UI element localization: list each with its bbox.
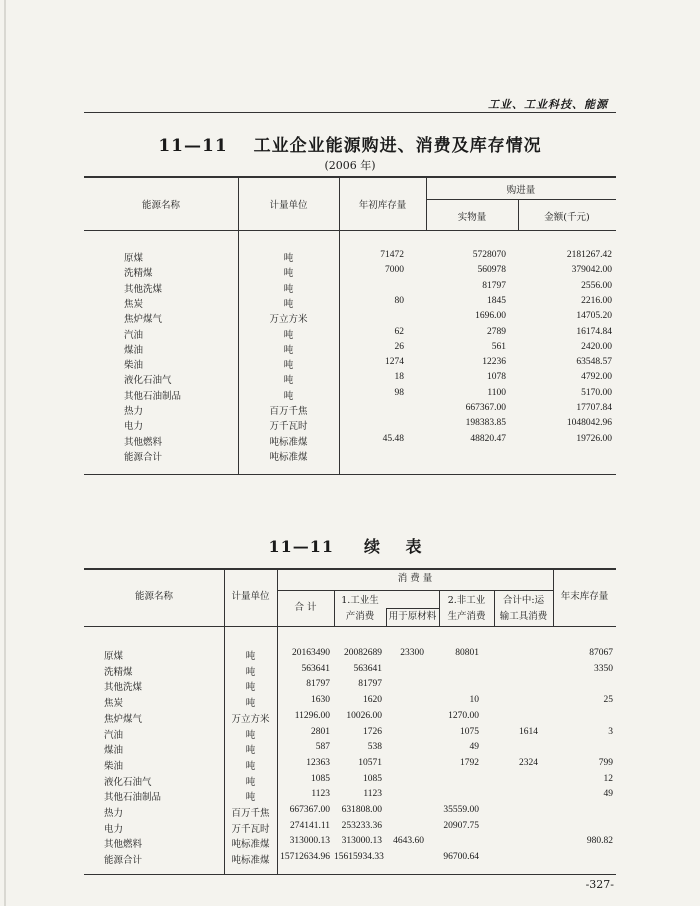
t2-header-industrial-2: 产消费 xyxy=(345,611,375,622)
table1-number: 11—11 xyxy=(158,136,228,156)
unit: 百万千焦 xyxy=(269,406,308,417)
t2-header-consumption: 消 费 量 xyxy=(397,573,433,584)
unit: 吨标准煤 xyxy=(231,839,270,851)
total-value: 1085 xyxy=(311,773,330,784)
total-value: 15712634.96 xyxy=(280,852,330,863)
unit: 吨 xyxy=(283,344,294,356)
table1-header-rule xyxy=(84,230,616,231)
energy-name: 洗精煤 xyxy=(124,268,153,280)
energy-name: 其他石油制品 xyxy=(124,390,182,402)
total-value: 11296.00 xyxy=(294,710,330,721)
unit: 吨 xyxy=(245,792,256,804)
total-value: 20163490 xyxy=(292,648,330,658)
energy-name: 焦炭 xyxy=(104,698,124,710)
closing-stock-value: 87067 xyxy=(589,648,613,658)
closing-stock-value: 12 xyxy=(603,773,613,784)
energy-name: 热力 xyxy=(124,406,144,417)
closing-stock-value: 25 xyxy=(603,695,613,706)
industrial-value: 10571 xyxy=(358,757,382,768)
amount-value: 16174.84 xyxy=(576,326,612,337)
unit: 吨 xyxy=(283,329,294,341)
physical-value: 1100 xyxy=(487,387,506,398)
table2-title-text: 续 表 xyxy=(363,537,432,556)
t2-header-closing-stock: 年末库存量 xyxy=(560,591,609,602)
unit: 万立方米 xyxy=(231,713,270,725)
non-industrial-value: 80801 xyxy=(455,648,479,658)
industrial-value: 313000.13 xyxy=(341,836,382,847)
total-value: 2801 xyxy=(311,726,330,737)
unit: 吨 xyxy=(283,360,294,372)
unit: 吨 xyxy=(245,729,256,741)
unit: 吨 xyxy=(283,253,294,264)
table2 xyxy=(84,568,616,876)
unit: 吨 xyxy=(245,760,256,772)
total-value: 563641 xyxy=(301,663,330,674)
non-industrial-value: 96700.64 xyxy=(443,852,479,863)
header-opening-stock: 年初库存量 xyxy=(358,200,407,211)
table2-bottom-rule xyxy=(84,874,616,875)
header-rule xyxy=(84,112,616,113)
energy-name: 原煤 xyxy=(124,253,144,264)
energy-name: 能源合计 xyxy=(124,451,163,463)
unit: 吨 xyxy=(245,745,256,757)
physical-value: 1845 xyxy=(487,295,506,306)
energy-name: 原煤 xyxy=(104,651,124,662)
total-value: 313000.13 xyxy=(289,836,330,847)
table1-top-rule xyxy=(84,176,616,178)
non-industrial-value: 1075 xyxy=(460,726,479,737)
table2-top-rule xyxy=(84,568,616,570)
energy-name: 洗精煤 xyxy=(104,666,133,678)
unit: 吨 xyxy=(283,298,294,310)
t2-header-total: 合 计 xyxy=(294,602,317,613)
non-industrial-value: 20907.75 xyxy=(443,820,479,831)
industrial-value: 631808.00 xyxy=(341,805,382,815)
unit: 吨 xyxy=(283,375,294,387)
unit: 万千瓦时 xyxy=(231,823,270,835)
raw-material-value: 23300 xyxy=(400,648,424,658)
energy-name: 柴油 xyxy=(124,360,144,372)
header-amount: 金额(千元) xyxy=(544,212,590,223)
energy-name: 其他燃料 xyxy=(124,436,163,448)
t2-header-transport-2: 输工具消费 xyxy=(499,611,548,622)
table2-consumption-rule xyxy=(277,590,553,591)
table2-number: 11—11 xyxy=(268,537,334,556)
energy-name: 柴油 xyxy=(104,760,124,772)
amount-value: 1048042.96 xyxy=(566,418,612,429)
t2-header-industrial-1: 1.工业生 xyxy=(341,595,379,606)
table2-raw-rule xyxy=(386,608,439,609)
energy-name: 能源合计 xyxy=(104,855,143,867)
physical-value: 12236 xyxy=(482,357,506,368)
physical-value: 198383.85 xyxy=(465,418,506,429)
industrial-value: 563641 xyxy=(353,663,382,674)
energy-name: 焦炭 xyxy=(124,298,144,310)
energy-name: 煤油 xyxy=(104,745,124,757)
opening-stock-value: 26 xyxy=(394,341,404,352)
closing-stock-value: 980.82 xyxy=(586,836,613,847)
industrial-value: 1620 xyxy=(363,695,382,706)
table2-title xyxy=(0,534,700,557)
physical-value: 48820.47 xyxy=(470,433,506,444)
energy-name: 其他石油制品 xyxy=(104,792,162,804)
header-unit: 计量单位 xyxy=(269,200,308,211)
industrial-value: 15615934.33 xyxy=(334,852,384,863)
amount-value: 2556.00 xyxy=(581,280,612,291)
energy-name: 电力 xyxy=(104,823,124,835)
closing-stock-value: 799 xyxy=(598,757,613,768)
table1-divider-2 xyxy=(339,176,340,474)
total-value: 1630 xyxy=(311,695,330,706)
table1-year: (2006 年) xyxy=(324,159,376,172)
amount-value: 2216.00 xyxy=(581,295,612,306)
total-value: 81797 xyxy=(306,679,330,690)
unit: 吨 xyxy=(245,651,256,662)
opening-stock-value: 62 xyxy=(394,326,404,337)
unit: 吨 xyxy=(245,698,256,710)
header-purchase: 购进量 xyxy=(506,185,536,196)
amount-value: 2420.00 xyxy=(581,341,612,352)
t2-header-raw-material: 用于原材料 xyxy=(388,611,437,622)
physical-value: 81797 xyxy=(482,280,506,291)
table1 xyxy=(84,176,616,476)
t2-header-energy-name: 能源名称 xyxy=(134,591,173,602)
industrial-value: 538 xyxy=(367,742,382,753)
industrial-value: 10026.00 xyxy=(346,710,382,721)
amount-value: 19726.00 xyxy=(576,433,612,444)
unit: 吨 xyxy=(283,390,294,402)
physical-value: 667367.00 xyxy=(465,403,506,413)
unit: 万千瓦时 xyxy=(269,421,308,433)
non-industrial-value: 10 xyxy=(469,695,479,706)
unit: 吨标准煤 xyxy=(269,436,308,448)
total-value: 1123 xyxy=(311,789,330,800)
opening-stock-value: 1274 xyxy=(385,357,404,368)
opening-stock-value: 18 xyxy=(394,372,404,383)
energy-name: 热力 xyxy=(104,808,124,819)
table2-header-rule xyxy=(84,626,616,627)
industrial-value: 1123 xyxy=(363,789,382,800)
unit: 吨 xyxy=(283,283,294,295)
transport-value: 2324 xyxy=(519,757,538,768)
energy-name: 汽油 xyxy=(104,729,124,741)
unit: 吨标准煤 xyxy=(231,855,270,867)
amount-value: 2181267.42 xyxy=(566,250,612,260)
amount-value: 379042.00 xyxy=(571,265,612,276)
energy-name: 煤油 xyxy=(124,344,144,356)
t2-header-non-industrial-1: 2.非工业 xyxy=(447,595,486,606)
running-header: 工业、工业科技、能源 xyxy=(488,98,608,111)
unit: 吨 xyxy=(245,666,256,678)
non-industrial-value: 1270.00 xyxy=(448,710,479,721)
opening-stock-value: 98 xyxy=(394,387,404,398)
energy-name: 焦炉煤气 xyxy=(104,713,143,725)
energy-name: 汽油 xyxy=(124,329,144,341)
t2-header-non-industrial-2: 生产消费 xyxy=(447,611,486,622)
t2-header-transport-1: 合计中:运 xyxy=(502,595,545,606)
physical-value: 2789 xyxy=(487,326,506,337)
unit: 吨标准煤 xyxy=(269,451,308,463)
unit: 吨 xyxy=(245,682,256,694)
opening-stock-value: 7000 xyxy=(385,265,404,276)
table1-title-text: 工业企业能源购进、消费及库存情况 xyxy=(253,136,542,156)
non-industrial-value: 49 xyxy=(469,742,479,753)
t2-header-unit: 计量单位 xyxy=(231,591,270,602)
closing-stock-value: 3 xyxy=(608,726,613,737)
closing-stock-value: 49 xyxy=(603,789,613,800)
energy-name: 液化石油气 xyxy=(124,375,172,387)
energy-name: 其他洗煤 xyxy=(124,283,163,295)
amount-value: 17707.84 xyxy=(576,403,612,413)
industrial-value: 1726 xyxy=(363,726,382,737)
table1-title xyxy=(0,131,700,156)
table1-purchase-rule xyxy=(426,199,616,200)
energy-name: 电力 xyxy=(124,421,144,433)
table1-bottom-rule xyxy=(84,474,616,475)
transport-value: 1614 xyxy=(519,726,538,737)
unit: 万立方米 xyxy=(269,314,308,326)
opening-stock-value: 45.48 xyxy=(382,433,404,444)
energy-name: 其他洗煤 xyxy=(104,682,143,694)
unit: 吨 xyxy=(245,776,256,788)
header-energy-name: 能源名称 xyxy=(141,200,180,211)
total-value: 12363 xyxy=(306,757,330,768)
industrial-value: 253233.36 xyxy=(341,820,382,831)
physical-value: 1696.00 xyxy=(475,311,506,322)
energy-name: 其他燃料 xyxy=(104,839,143,851)
industrial-value: 81797 xyxy=(358,679,382,690)
physical-value: 561 xyxy=(491,341,506,352)
unit: 百万千焦 xyxy=(231,808,270,819)
physical-value: 5728070 xyxy=(472,250,506,260)
header-physical: 实物量 xyxy=(457,212,487,223)
total-value: 667367.00 xyxy=(289,805,330,815)
physical-value: 1078 xyxy=(487,372,506,383)
amount-value: 63548.57 xyxy=(576,357,612,368)
non-industrial-value: 35559.00 xyxy=(443,805,479,815)
page-number: -327- xyxy=(585,878,614,891)
opening-stock-value: 80 xyxy=(394,295,404,306)
opening-stock-value: 71472 xyxy=(380,250,404,260)
unit: 吨 xyxy=(283,268,294,280)
amount-value: 5170.00 xyxy=(581,387,612,398)
physical-value: 560978 xyxy=(477,265,506,276)
energy-name: 液化石油气 xyxy=(104,776,152,788)
total-value: 274141.11 xyxy=(289,820,330,831)
raw-material-value: 4643.60 xyxy=(393,836,424,847)
closing-stock-value: 3350 xyxy=(594,663,613,674)
industrial-value: 1085 xyxy=(363,773,382,784)
total-value: 587 xyxy=(315,742,330,753)
non-industrial-value: 1792 xyxy=(460,757,479,768)
energy-name: 焦炉煤气 xyxy=(124,314,163,326)
amount-value: 14705.20 xyxy=(576,311,612,322)
amount-value: 4792.00 xyxy=(581,372,612,383)
industrial-value: 20082689 xyxy=(344,648,382,658)
